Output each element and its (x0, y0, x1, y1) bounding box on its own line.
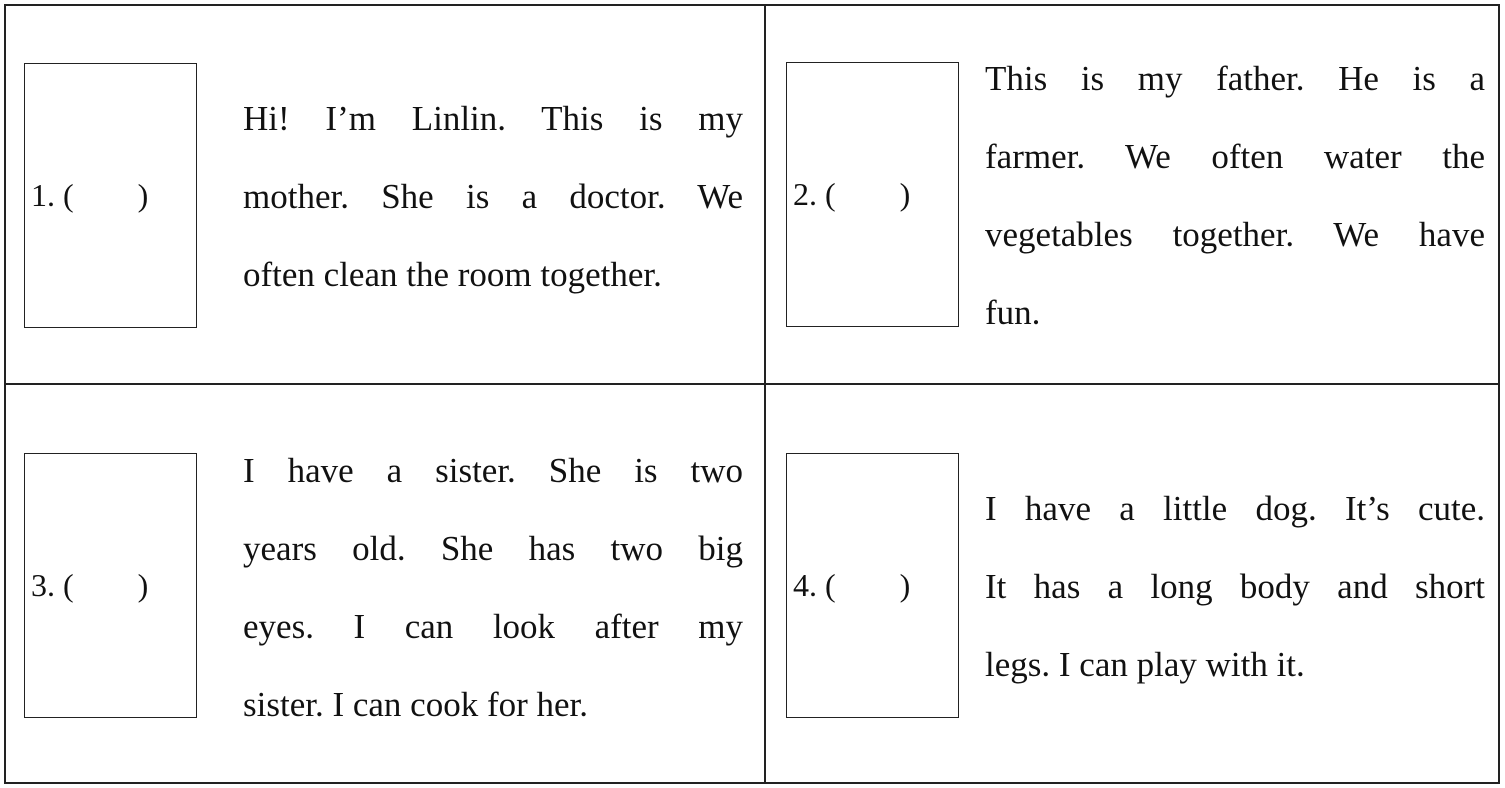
passage-2-line: farmer. We often water the (985, 137, 1485, 176)
vertical-divider (764, 4, 766, 784)
answer-box-1[interactable] (24, 63, 197, 328)
passage-2-line: fun. (985, 293, 1041, 332)
item-number-3: 3. ( ) (31, 567, 149, 603)
passage-3 (243, 432, 743, 744)
item-number-4: 4. ( ) (793, 567, 911, 603)
passage-2-line: vegetables together. We have (985, 215, 1485, 254)
item-number-2: 2. ( ) (793, 176, 911, 212)
horizontal-divider (4, 383, 1500, 385)
item-number-1: 1. ( ) (31, 177, 149, 213)
passage-3-line: eyes. I can look after my (243, 607, 743, 646)
passage-1 (243, 80, 743, 314)
passage-4-line: legs. I can play with it. (985, 645, 1305, 684)
passage-1-line: mother. She is a doctor. We (243, 177, 743, 216)
answer-box-3[interactable] (24, 453, 197, 718)
passage-1-line: often clean the room together. (243, 255, 662, 294)
passage-1-line: Hi! I’m Linlin. This is my (243, 99, 743, 138)
passage-4-line: I have a little dog. It’s cute. (985, 489, 1485, 528)
passage-3-line: sister. I can cook for her. (243, 685, 589, 724)
passage-4 (985, 470, 1485, 704)
answer-box-2[interactable] (786, 62, 959, 327)
passage-3-line: years old. She has two big (243, 529, 743, 568)
passage-3-line: I have a sister. She is two (243, 451, 743, 490)
passage-2-line: This is my father. He is a (985, 59, 1485, 98)
passage-4-line: It has a long body and short (985, 567, 1485, 606)
passage-2 (985, 40, 1485, 352)
answer-box-4[interactable] (786, 453, 959, 718)
